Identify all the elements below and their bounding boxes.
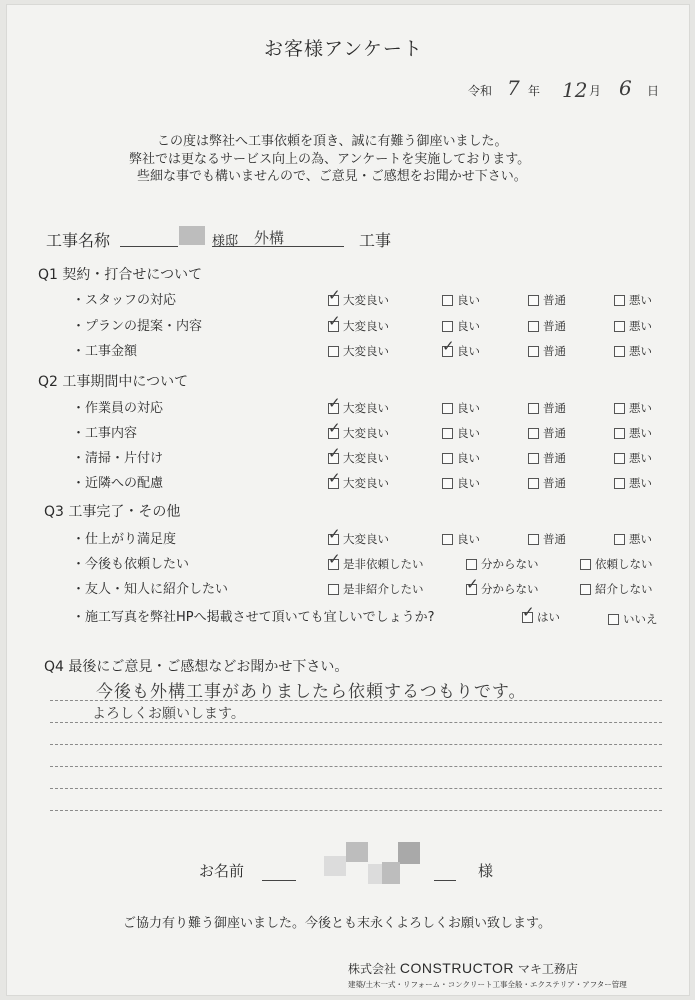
option-label: 良い <box>457 476 480 490</box>
check-mark-icon: ✓ <box>328 311 341 330</box>
option-label: 普通 <box>543 426 566 440</box>
checkbox[interactable] <box>528 478 539 489</box>
answer-option[interactable] <box>328 468 389 491</box>
answer-option[interactable] <box>614 475 652 491</box>
checkbox[interactable] <box>442 534 453 545</box>
q1-heading: Q1 契約・打合せについて <box>38 267 203 283</box>
project-suffix: 工事 <box>359 231 392 250</box>
company-suffix: マキ工務店 <box>517 962 578 976</box>
answer-line <box>50 744 662 745</box>
answer-option[interactable] <box>442 336 480 359</box>
intro-line-3: 些細な事でも構いませんので、ご意見・ご感想をお聞かせ下さい。 <box>137 169 527 184</box>
answer-option[interactable] <box>466 574 539 597</box>
answer-option[interactable] <box>580 556 653 572</box>
checkbox[interactable] <box>442 403 453 414</box>
intro-line-1: この度は弊社へ工事依頼を頂き、誠に有難う御座いました。 <box>157 134 508 149</box>
answer-option[interactable] <box>614 425 652 441</box>
check-mark-icon: ✓ <box>328 468 341 487</box>
answer-option[interactable] <box>528 343 566 359</box>
checkbox[interactable] <box>528 534 539 545</box>
check-mark-icon: ✓ <box>328 549 341 568</box>
company-name <box>348 960 578 977</box>
date-era: 令和 <box>468 84 493 98</box>
checkbox[interactable] <box>528 321 539 332</box>
redacted-name-block <box>398 842 420 864</box>
question-label: ・清掃・片付け <box>72 451 164 466</box>
option-label: 大変良い <box>343 426 389 440</box>
checkbox[interactable] <box>328 443 341 464</box>
company-brand: CONSTRUCTOR <box>399 960 514 976</box>
answer-option[interactable] <box>328 393 389 416</box>
option-label: 大変良い <box>343 319 389 333</box>
check-mark-icon: ✓ <box>466 574 479 593</box>
answer-option[interactable] <box>614 292 652 308</box>
checkbox[interactable] <box>614 321 625 332</box>
project-label: 工事名称 <box>46 231 111 250</box>
date-day-unit: 日 <box>647 84 660 98</box>
date-year: 7 <box>507 76 520 100</box>
checkbox[interactable] <box>580 559 591 570</box>
check-mark-icon: ✓ <box>522 602 535 621</box>
answer-option[interactable] <box>442 400 480 416</box>
question-label: ・プランの提案・内容 <box>72 319 203 334</box>
option-label: 良い <box>457 293 480 307</box>
option-label: 悪い <box>629 319 652 333</box>
q2-heading: Q2 工事期間中について <box>38 374 189 390</box>
answer-option[interactable] <box>528 292 566 308</box>
option-label: 良い <box>457 319 480 333</box>
answer-option[interactable] <box>328 443 389 466</box>
option-label: 大変良い <box>343 476 389 490</box>
answer-option[interactable] <box>328 285 389 308</box>
checkbox[interactable] <box>442 336 455 357</box>
checkbox[interactable] <box>442 321 453 332</box>
option-label: 大変良い <box>343 532 389 546</box>
checkbox[interactable] <box>442 295 453 306</box>
survey-sheet <box>6 4 690 996</box>
answer-option[interactable] <box>528 400 566 416</box>
checkbox[interactable] <box>614 346 625 357</box>
date-day: 6 <box>619 76 632 100</box>
answer-option[interactable] <box>528 475 566 491</box>
checkbox[interactable] <box>528 453 539 464</box>
checkbox[interactable] <box>528 295 539 306</box>
checkbox[interactable] <box>442 428 453 439</box>
question-label: ・作業員の対応 <box>72 401 164 416</box>
date-month-unit: 月 <box>589 84 602 98</box>
answer-option[interactable] <box>466 556 539 572</box>
option-label: 普通 <box>543 401 566 415</box>
question-label: ・友人・知人に紹介したい <box>72 582 229 597</box>
company-tagline: 建築/土木一式・リフォーム・コンクリート工事全般・エクステリア・アフター管理 <box>348 980 627 989</box>
checkbox[interactable] <box>608 614 619 625</box>
project-name-suffix: 様邸 <box>212 234 239 249</box>
checkbox[interactable] <box>466 559 477 570</box>
option-label: 悪い <box>629 293 652 307</box>
date-year-unit: 年 <box>528 84 541 98</box>
answer-option[interactable] <box>328 581 424 597</box>
checkbox[interactable] <box>328 468 341 489</box>
answer-line <box>50 722 662 723</box>
project-underline-1 <box>120 246 178 247</box>
option-label: 良い <box>457 451 480 465</box>
answer-option[interactable] <box>528 425 566 441</box>
answer-option[interactable] <box>328 418 389 441</box>
question-label: ・近隣への配慮 <box>72 476 164 491</box>
checkbox[interactable] <box>522 602 535 623</box>
q4-heading: Q4 最後にご意見・ご感想などお聞かせ下さい。 <box>44 659 349 675</box>
option-label: 悪い <box>629 426 652 440</box>
checkbox[interactable] <box>328 346 339 357</box>
photo-option-yes[interactable] <box>522 602 560 625</box>
answer-option[interactable] <box>442 425 480 441</box>
name-underline-right <box>434 880 456 881</box>
answer-option[interactable] <box>442 318 480 334</box>
page-title: お客様アンケート <box>264 38 423 60</box>
answer-option[interactable] <box>528 450 566 466</box>
answer-option[interactable] <box>328 549 424 572</box>
company-prefix: 株式会社 <box>348 962 397 976</box>
option-label: 悪い <box>629 344 652 358</box>
answer-line <box>50 810 662 811</box>
answer-option[interactable] <box>528 531 566 547</box>
question-label: ・仕上がり満足度 <box>72 532 177 547</box>
checkbox[interactable] <box>614 453 625 464</box>
question-label: ・今後も依頼したい <box>72 557 190 572</box>
answer-option[interactable] <box>614 343 652 359</box>
option-label: 大変良い <box>343 451 389 465</box>
option-label: はい <box>537 610 560 624</box>
checkbox[interactable] <box>328 311 341 332</box>
checkbox[interactable] <box>528 346 539 357</box>
project-underline-2 <box>212 246 344 247</box>
check-mark-icon: ✓ <box>328 524 341 543</box>
checkbox[interactable] <box>614 295 625 306</box>
name-underline-left <box>262 880 296 881</box>
answer-option[interactable] <box>328 524 389 547</box>
checkbox[interactable] <box>442 478 453 489</box>
question-label: ・スタッフの対応 <box>72 293 177 308</box>
option-label: 分からない <box>481 582 539 596</box>
checkbox[interactable] <box>328 549 341 570</box>
project-work: 外構 <box>254 229 285 247</box>
answer-option[interactable] <box>328 343 389 359</box>
checkbox[interactable] <box>614 534 625 545</box>
option-label: いいえ <box>623 612 658 626</box>
redacted-name <box>179 226 205 245</box>
option-label: 普通 <box>543 293 566 307</box>
answer-option[interactable] <box>328 311 389 334</box>
checkbox[interactable] <box>442 453 453 464</box>
option-label: 依頼しない <box>595 557 653 571</box>
answer-option[interactable] <box>442 475 480 491</box>
option-label: 分からない <box>481 557 539 571</box>
answer-option[interactable] <box>580 581 653 597</box>
photo-question-label: ・施工写真を弊社HPへ掲載させて頂いても宜しいでしょうか? <box>72 610 435 625</box>
option-label: 普通 <box>543 476 566 490</box>
checkbox[interactable] <box>466 574 479 595</box>
option-label: 紹介しない <box>595 582 653 596</box>
redacted-name-block <box>324 856 346 876</box>
answer-option[interactable] <box>442 450 480 466</box>
intro-line-2: 弊社では更なるサービス向上の為、アンケートを実施しております。 <box>129 152 531 167</box>
checkbox[interactable] <box>328 584 339 595</box>
check-mark-icon: ✓ <box>328 418 341 437</box>
q3-heading: Q3 工事完了・その他 <box>44 504 181 520</box>
photo-option-no[interactable] <box>608 611 658 627</box>
redacted-name-block <box>346 842 368 862</box>
option-label: 普通 <box>543 451 566 465</box>
option-label: 普通 <box>543 344 566 358</box>
checkbox[interactable] <box>328 393 341 414</box>
answer-line <box>50 700 662 701</box>
name-label: お名前 <box>199 862 245 880</box>
option-label: 悪い <box>629 451 652 465</box>
option-label: 悪い <box>629 532 652 546</box>
answer-line <box>50 788 662 789</box>
option-label: 是非紹介したい <box>343 582 424 596</box>
redacted-name-block <box>382 862 400 884</box>
answer-option[interactable] <box>614 531 652 547</box>
name-suffix: 様 <box>478 862 494 880</box>
option-label: 普通 <box>543 319 566 333</box>
option-label: 普通 <box>543 532 566 546</box>
option-label: 大変良い <box>343 293 389 307</box>
option-label: 悪い <box>629 401 652 415</box>
closing-message: ご協力有り難う御座いました。今後とも末永くよろしくお願い致します。 <box>123 916 551 931</box>
option-label: 悪い <box>629 476 652 490</box>
question-label: ・工事内容 <box>72 426 138 441</box>
option-label: 良い <box>457 401 480 415</box>
date-month: 12 <box>562 78 588 102</box>
checkbox[interactable] <box>328 418 341 439</box>
question-label: ・工事金額 <box>72 344 138 359</box>
checkbox[interactable] <box>328 524 341 545</box>
check-mark-icon: ✓ <box>328 393 341 412</box>
check-mark-icon: ✓ <box>328 443 341 462</box>
option-label: 良い <box>457 426 480 440</box>
option-label: 大変良い <box>343 344 389 358</box>
option-label: 良い <box>457 344 480 358</box>
option-label: 大変良い <box>343 401 389 415</box>
answer-option[interactable] <box>614 400 652 416</box>
q4-answer-line-2: よろしくお願いします。 <box>92 706 245 722</box>
option-label: 良い <box>457 532 480 546</box>
answer-option[interactable] <box>614 450 652 466</box>
checkbox[interactable] <box>614 428 625 439</box>
answer-option[interactable] <box>442 292 480 308</box>
answer-line <box>50 766 662 767</box>
check-mark-icon: ✓ <box>442 336 455 355</box>
checkbox[interactable] <box>328 285 341 306</box>
check-mark-icon: ✓ <box>328 285 341 304</box>
checkbox[interactable] <box>528 403 539 414</box>
checkbox[interactable] <box>614 403 625 414</box>
answer-option[interactable] <box>442 531 480 547</box>
checkbox[interactable] <box>614 478 625 489</box>
answer-option[interactable] <box>528 318 566 334</box>
answer-option[interactable] <box>614 318 652 334</box>
q4-answer-line-1: 今後も外構工事がありましたら依頼するつもりです。 <box>96 682 527 702</box>
checkbox[interactable] <box>528 428 539 439</box>
checkbox[interactable] <box>580 584 591 595</box>
option-label: 是非依頼したい <box>343 557 424 571</box>
